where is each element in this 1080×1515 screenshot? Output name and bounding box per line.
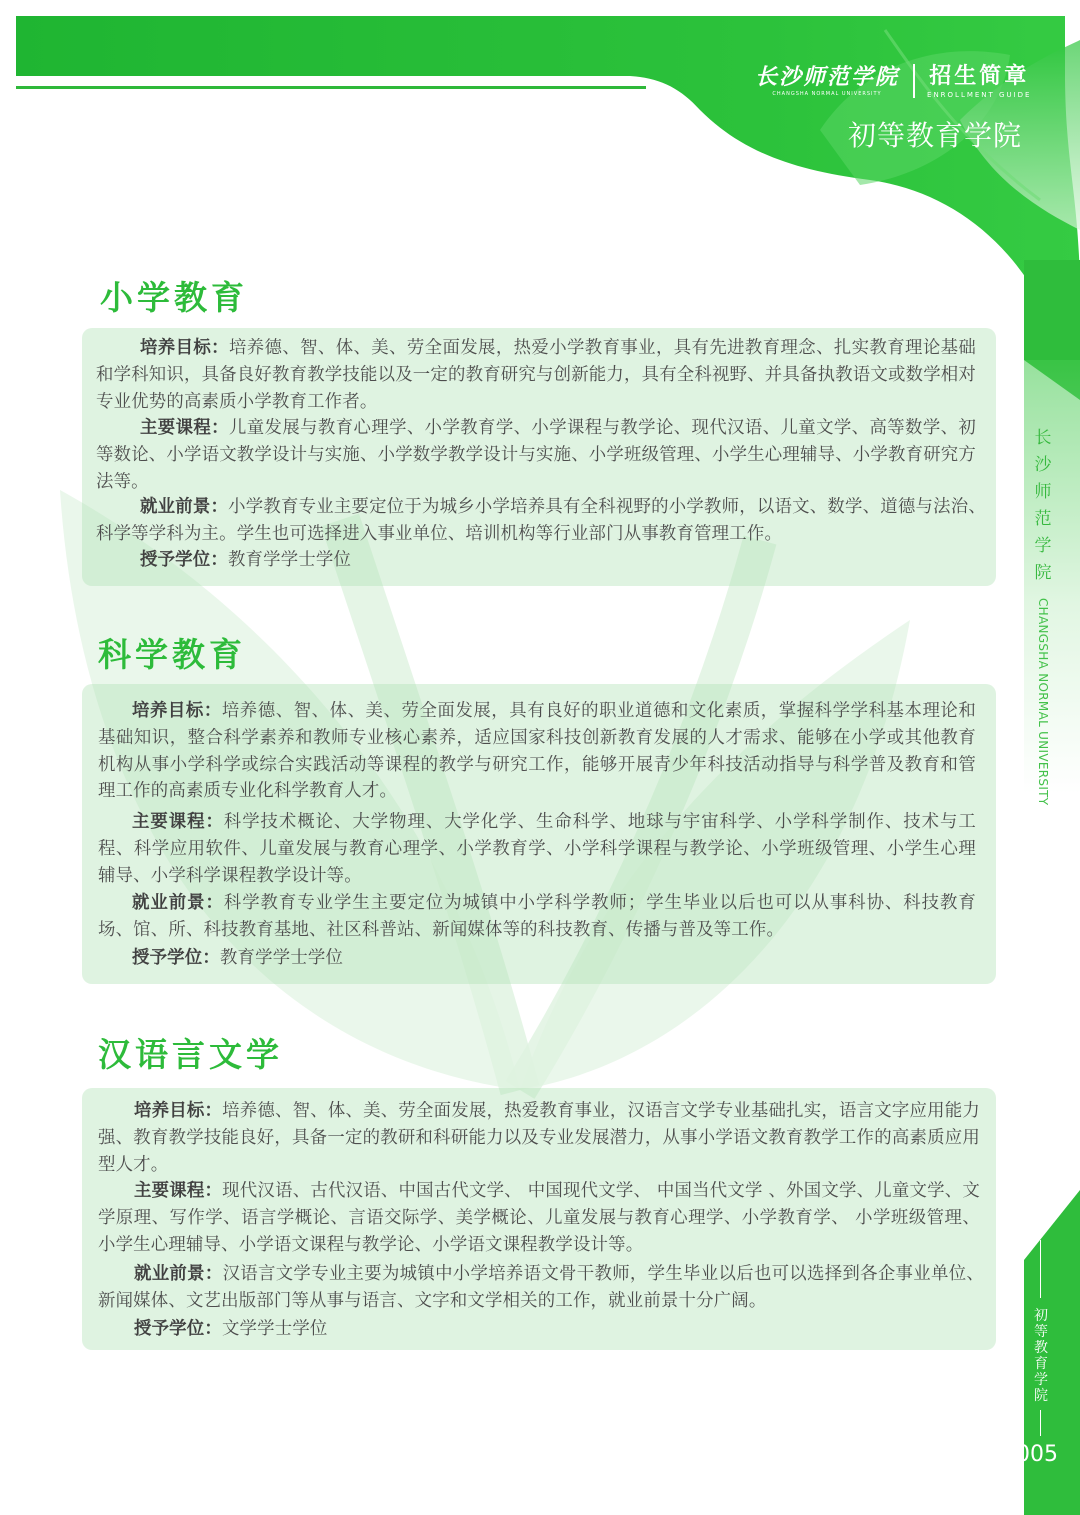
- section-title: 汉语言文学: [98, 1035, 283, 1074]
- item-text: 教育学学士学位: [219, 948, 344, 968]
- item-label: 培养目标：: [134, 1101, 223, 1121]
- section-title: 小学教育: [100, 278, 248, 317]
- section-box: [82, 1088, 996, 1350]
- item-text: 科学教育专业学生主要定位为城镇中小学科学教师；学生毕业以后也可以从事科协、科技教育场、馆、所、科技教育基地、社区科普站、新闻媒体等的科技教育、传播与普及等工作。: [98, 893, 976, 940]
- section-item: [98, 1098, 980, 1178]
- item-label: 主要课程：: [132, 812, 224, 832]
- sidebar-line-bottom: [1040, 1410, 1041, 1436]
- section-item: [96, 415, 976, 495]
- item-text: 汉语言文学专业主要为城镇中小学培养语文骨干教师，学生毕业以后也可以选择到各企事业单位、新闻媒体、文艺出版部门等从事与语言、文字和文学相关的工作，就业前景十分广阔。: [98, 1264, 984, 1311]
- section-item: [98, 1261, 984, 1315]
- guide-title: [927, 64, 1031, 100]
- item-text: 儿童发展与教育心理学、小学教育学、小学课程与教学论、现代汉语、儿童文学、高等数学、初等数论、小学语文教学设计与实施、小学数学教学设计与实施、小学班级管理、小学生心理辅导、小学教育研究方法等。: [96, 418, 976, 492]
- item-label: 培养目标：: [132, 701, 222, 721]
- item-text: 培养德、智、体、美、劳全面发展，热爱教育事业，汉语言文学专业基础扎实，语言文字应用能力强、教育教学技能良好，具备一定的教研和科研能力以及专业发展潜力，从事小学语文教育教学工作的高素质应用型人才。: [98, 1101, 980, 1175]
- sidebar-school-name-cn: 长沙师范学院: [1034, 428, 1052, 583]
- item-text: 小学教育专业主要定位于为城乡小学培养具有全科视野的小学教师，以语文、数学、道德与法治、科学等学科为主。学生也可选择进入事业单位、培训机构等行业部门从事教育管理工作。: [96, 497, 986, 544]
- item-label: 主要课程：: [134, 1181, 223, 1201]
- section-title: 科学教育: [98, 635, 246, 674]
- brand-logo: [755, 64, 1031, 100]
- item-label: 主要课程：: [140, 418, 229, 438]
- item-text: 培养德、智、体、美、劳全面发展，热爱小学教育事业，具有先进教育理念、扎实教育理论基础和学科知识，具备良好教育教学技能以及一定的教育研究与创新能力，具有全科视野、并具备执教语文或数学相对专业优势的高素质小学教育工作者。: [96, 338, 976, 412]
- item-text: 教育学学士学位: [227, 550, 352, 570]
- item-text: 文学学士学位: [221, 1319, 328, 1339]
- item-label: 就业前景：: [140, 497, 229, 517]
- sidebar-school-name-en: CHANGSHA NORMAL UNIVERSITY: [1036, 598, 1050, 806]
- section-item: [96, 547, 976, 574]
- section-item: [96, 335, 976, 415]
- college-title: 初等教育学院: [848, 119, 1023, 152]
- section-item: [98, 1316, 980, 1343]
- item-label: 授予学位：: [132, 948, 220, 968]
- guide-title-en: ENROLLMENT GUIDE: [927, 91, 1032, 99]
- section-box: [82, 684, 996, 984]
- section-item: [96, 494, 986, 548]
- section-item: [98, 809, 976, 889]
- item-text: 科学技术概论、大学物理、大学化学、生命科学、地球与宇宙科学、小学科学制作、技术与工程、科学应用软件、儿童发展与教育心理学、小学教育学、小学科学课程与教学论、小学班级管理、小学生心理辅导、小学科学课程教学设计等。: [98, 812, 976, 886]
- section-item: [98, 698, 976, 805]
- guide-title-cn: 招生简章: [929, 64, 1030, 89]
- brand-divider: [913, 64, 915, 98]
- item-text: 培养德、智、体、美、劳全面发展，具有良好的职业道德和文化素质，掌握科学学科基本理论和基础知识，整合科学素养和教师专业核心素养，适应国家科技创新教育发展的人才需求、能够在小学或其他教育机构从事小学科学或综合实践活动等课程的教学与研究工作，能够开展青少年科技活动指导与科学普及教育和管理工作的高素质专业化科学教育人才。: [98, 701, 976, 802]
- section-box: [82, 328, 996, 586]
- section-item: [98, 890, 976, 944]
- school-name-en: CHANGSHA NORMAL UNIVERSITY: [772, 91, 882, 97]
- sidebar-college-name: 初等教育学院: [1034, 1308, 1048, 1404]
- item-text: 现代汉语、古代汉语、中国古代文学、 中国现代文学、 中国当代文学 、外国文学、儿童文学、文学原理、写作学、语言学概论、言语交际学、美学概论、儿童发展与教育心理学、小学教育学、 小学班级管理、小学生心理辅导、小学语文课程与教学论、小学语文课程教学设计等。: [98, 1181, 980, 1255]
- item-label: 培养目标：: [140, 338, 229, 358]
- school-name-cn: 长沙师范学院: [755, 64, 900, 90]
- item-label: 授予学位：: [140, 550, 228, 570]
- item-label: 授予学位：: [134, 1319, 222, 1339]
- sidebar-line-top: [1040, 1240, 1041, 1298]
- page-number: 005: [1016, 1442, 1058, 1467]
- item-label: 就业前景：: [134, 1264, 223, 1284]
- section-item: [98, 945, 976, 972]
- item-label: 就业前景：: [132, 893, 224, 913]
- section-item: [98, 1178, 980, 1258]
- school-logo: [755, 64, 899, 98]
- header-rule: [16, 86, 646, 89]
